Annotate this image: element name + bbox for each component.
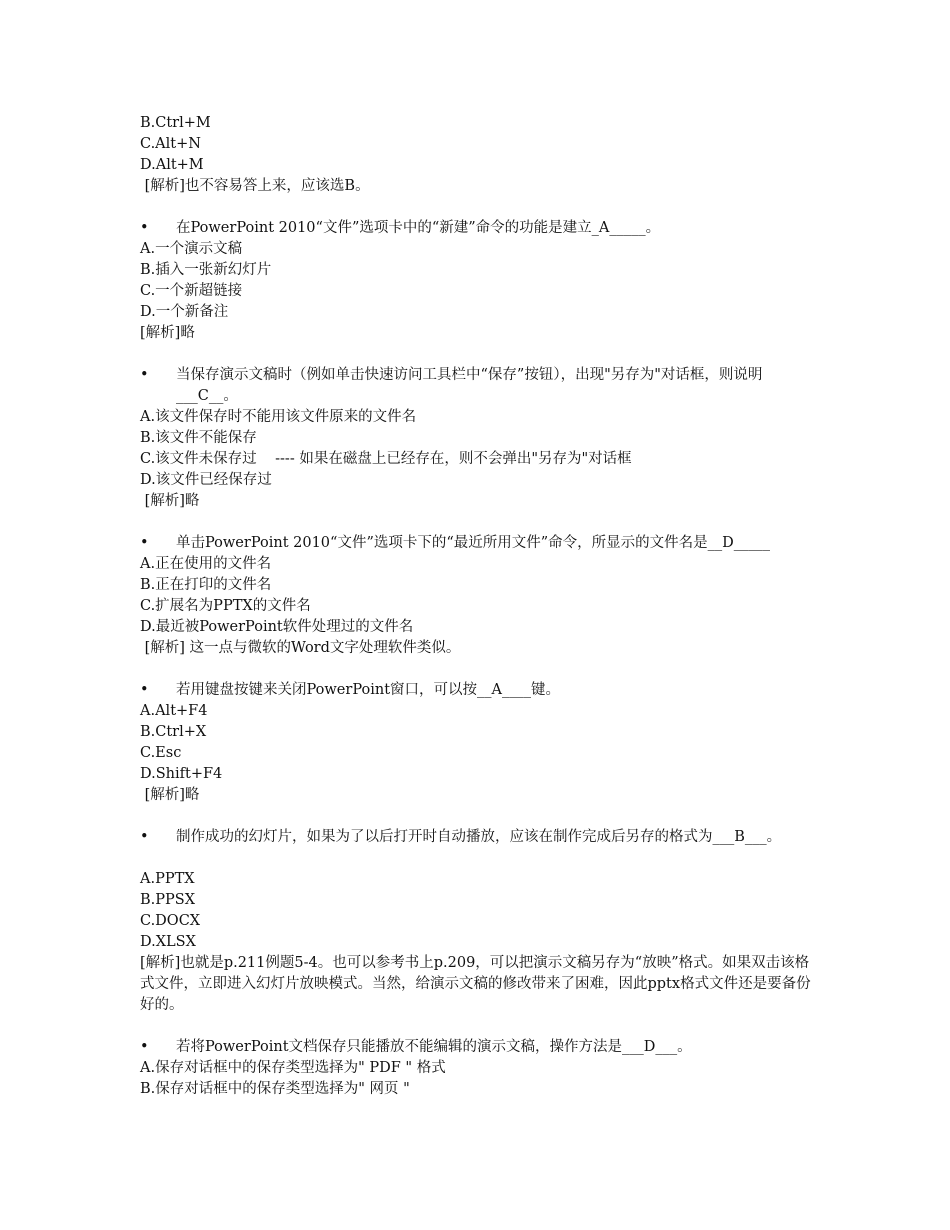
bullet-icon: • bbox=[140, 220, 149, 236]
answer-option: D.XLSX bbox=[140, 934, 196, 950]
question-text: 在PowerPoint 2010“文件”选项卡中的“新建”命令的功能是建立_A_____。 bbox=[176, 220, 661, 236]
answer-option: B.Ctrl+M bbox=[140, 115, 211, 131]
answer-option: A.正在使用的文件名 bbox=[140, 556, 272, 572]
blank-line bbox=[140, 512, 820, 533]
answer-option: C.Esc bbox=[140, 745, 182, 761]
answer-option: D.该文件已经保存过 bbox=[140, 472, 272, 488]
bullet-icon: • bbox=[140, 367, 149, 383]
analysis-note: [解析]略 bbox=[140, 325, 195, 341]
answer-option: D.最近被PowerPoint软件处理过的文件名 bbox=[140, 619, 414, 635]
answer-option: B.该文件不能保存 bbox=[140, 430, 257, 446]
blank-line bbox=[140, 806, 820, 827]
answer-option: D.Alt+M bbox=[140, 157, 204, 173]
answer-option: B.PPSX bbox=[140, 892, 196, 908]
answer-option: B.Ctrl+X bbox=[140, 724, 207, 740]
question-item bbox=[140, 218, 820, 239]
bullet-icon: • bbox=[140, 682, 149, 698]
answer-option: A.PPTX bbox=[140, 871, 195, 887]
answer-option: D.Shift+F4 bbox=[140, 766, 223, 782]
question-item bbox=[140, 1037, 820, 1058]
answer-option: C.一个新超链接 bbox=[140, 283, 243, 299]
question-item bbox=[140, 827, 820, 869]
question-text: 若将PowerPoint文档保存只能播放不能编辑的演示文稿，操作方法是___D___。 bbox=[176, 1039, 692, 1055]
blank-line bbox=[140, 344, 820, 365]
question-text: 当保存演示文稿时（例如单击快速访问工具栏中“保存”按钮），出现"另存为"对话框，则说明___C__。 bbox=[176, 367, 763, 404]
analysis-note: [解析]也就是p.211例题5-4。也可以参考书上p.209，可以把演示文稿另存为“放映”格式。如果双击该格式文件，立即进入幻灯片放映模式。当然，给演示文稿的修改带来了困难，因此pptx格式文件还是要备份好的。 bbox=[140, 955, 811, 1013]
blank-line bbox=[140, 659, 820, 680]
analysis-note: [解析] 这一点与微软的Word文字处理软件类似。 bbox=[140, 640, 461, 656]
blank-line bbox=[140, 197, 820, 218]
answer-option: C.Alt+N bbox=[140, 136, 201, 152]
answer-option: B.正在打印的文件名 bbox=[140, 577, 272, 593]
question-text: 若用键盘按键来关闭PowerPoint窗口，可以按__A____键。 bbox=[176, 682, 560, 698]
bullet-icon: • bbox=[140, 829, 149, 845]
analysis-note: [解析]略 bbox=[140, 787, 200, 803]
answer-option: C.扩展名为PPTX的文件名 bbox=[140, 598, 311, 614]
question-item bbox=[140, 533, 820, 554]
question-item bbox=[140, 680, 820, 701]
answer-option: A.保存对话框中的保存类型选择为" PDF " 格式 bbox=[140, 1060, 446, 1076]
bullet-icon: • bbox=[140, 1039, 149, 1055]
answer-option: B.插入一张新幻灯片 bbox=[140, 262, 272, 278]
bullet-icon: • bbox=[140, 535, 149, 551]
analysis-note: [解析]也不容易答上来，应该选B。 bbox=[140, 178, 370, 194]
answer-option: C.该文件未保存过 ---- 如果在磁盘上已经存在，则不会弹出"另存为"对话框 bbox=[140, 451, 632, 467]
answer-option: B.保存对话框中的保存类型选择为" 网页 " bbox=[140, 1081, 410, 1097]
analysis-note: [解析]略 bbox=[140, 493, 200, 509]
answer-option: D.一个新备注 bbox=[140, 304, 229, 320]
blank-line bbox=[140, 1016, 820, 1037]
question-text: 单击PowerPoint 2010“文件”选项卡下的“最近所用文件”命令，所显示的文件名是__D_____ bbox=[176, 535, 771, 551]
answer-option: A.一个演示文稿 bbox=[140, 241, 243, 257]
answer-option: A.Alt+F4 bbox=[140, 703, 208, 719]
question-item bbox=[140, 365, 820, 407]
answer-option: A.该文件保存时不能用该文件原来的文件名 bbox=[140, 409, 417, 425]
document-body bbox=[140, 113, 820, 1100]
answer-option: C.DOCX bbox=[140, 913, 201, 929]
question-text: 制作成功的幻灯片，如果为了以后打开时自动播放，应该在制作完成后另存的格式为___B___。 bbox=[176, 829, 782, 845]
